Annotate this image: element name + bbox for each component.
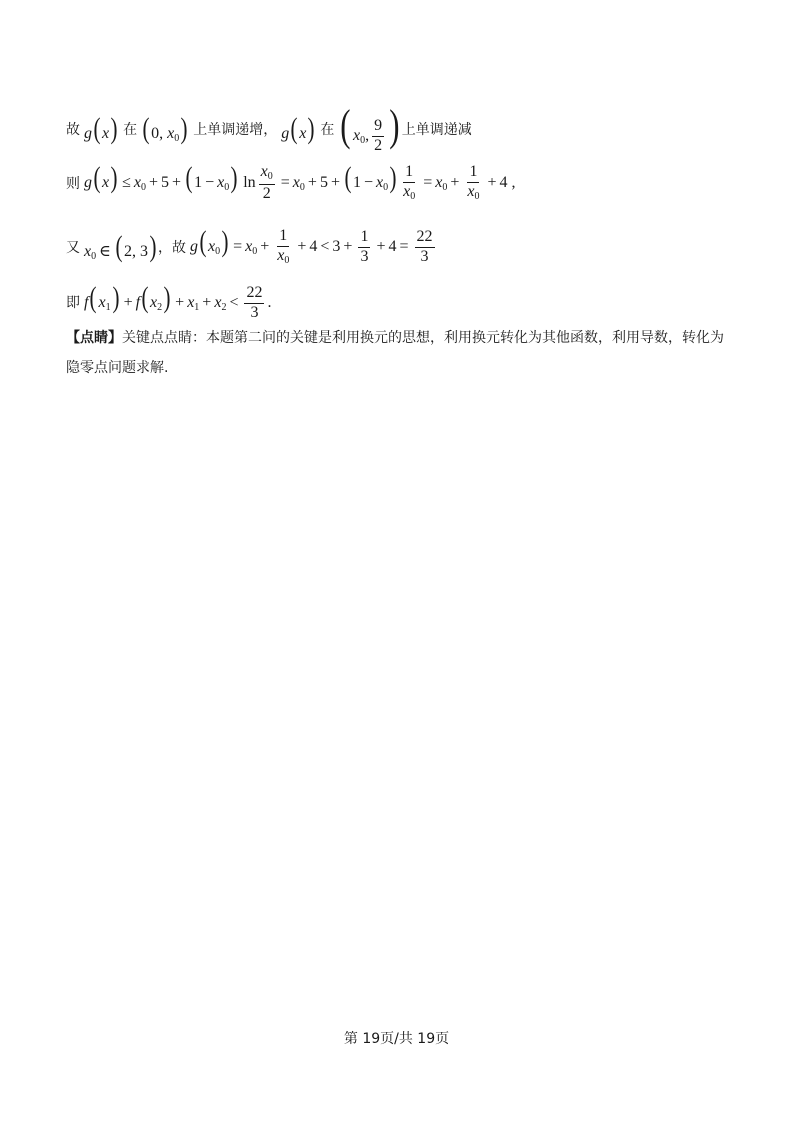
note-heading: 【点睛】 [66, 330, 122, 346]
text-you: 又 [66, 239, 80, 256]
page-footer: 第 19页/共 19页 [343, 1031, 450, 1047]
formula-g-x: g(x) [84, 112, 118, 146]
text-ze: 则 [66, 175, 80, 192]
formula-g-x-2: g(x) [281, 112, 315, 146]
text-zai-2: 在 [320, 122, 335, 139]
text-increasing: 上单调递增， [193, 122, 278, 139]
note-body: 关键点点睛：本题第二问的关键是利用换元的思想，利用换元转化为其他函数，利用导数，转化为隐零点问题求解. [66, 330, 724, 376]
text-gu: 故 [66, 122, 80, 139]
formula-interval-0-x0: (0, $x_0$) [142, 112, 188, 146]
math-line-conclusion [66, 283, 271, 322]
formula-g-bound: $g(x) \le x_0 + 5 + (1 - x_0)$ ln $\frac{x_0}{2}$ = $x_0 + 5 + (1 - x_0)$ $\frac{1}{x_0}$ = $x_0$ + $\frac{1}{x_0}$ + 4 , [84, 161, 516, 202]
key-point-note [66, 323, 726, 383]
math-line-inequality [66, 163, 516, 202]
formula-g-x0-value: $g(x_0) = x_0$ + $\frac{1}{x_0}$ + 4 < 3 + $\frac{1}{3}$ + 4 = $\frac{22}{3}$ [189, 225, 433, 266]
formula-final: $f(x_1) + f(x_2) + x_1 + x_2$ < $\frac{22}{3}$ . [84, 281, 272, 321]
text-gu-2: ，故 [157, 239, 186, 256]
text-decreasing: 上单调递减 [401, 122, 472, 139]
formula-interval-x0-9-2: ( $x_0$, $\frac{9}{2}$ ) [340, 101, 400, 154]
formula-x0-range: $x_0$ ∈ (2, 3) [84, 229, 157, 263]
text-zai-1: 在 [123, 122, 138, 139]
math-line-evaluate [66, 227, 438, 266]
math-line-monotonicity [66, 101, 472, 155]
text-ji: 即 [66, 295, 80, 312]
